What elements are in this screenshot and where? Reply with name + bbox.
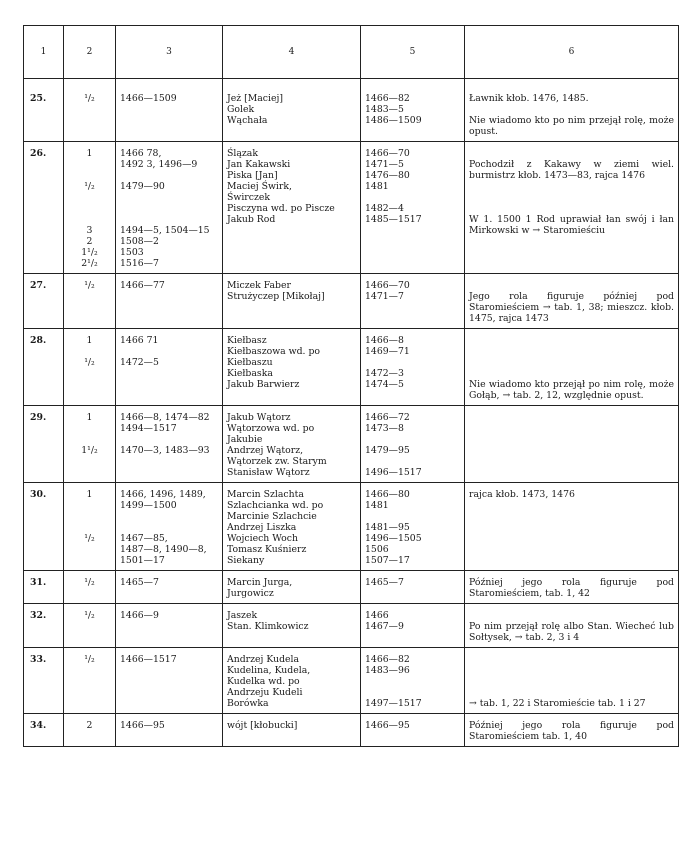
cell-line bbox=[469, 654, 674, 665]
cell-line: rajca kłob. 1473, 1476 bbox=[469, 489, 575, 500]
cell-line: Piska [Jan] bbox=[227, 170, 278, 181]
share-cell bbox=[64, 714, 116, 747]
cell-line: Później jego rola figuruje pod Staromieściem tab. 1, 40 bbox=[469, 720, 674, 742]
holder-cell bbox=[223, 604, 361, 648]
holder-cell bbox=[223, 406, 361, 483]
cell-line: 1507—17 bbox=[365, 555, 410, 566]
cell-line bbox=[365, 434, 460, 445]
share-cell bbox=[64, 648, 116, 714]
cell-line: Wątorzek zw. Starym bbox=[227, 456, 327, 467]
holder-cell bbox=[223, 483, 361, 571]
cell-line: Jurgowicz bbox=[227, 588, 274, 599]
share-cell bbox=[64, 406, 116, 483]
notes-cell bbox=[465, 604, 679, 648]
cell-line bbox=[365, 687, 460, 698]
cell-line: Świrczek bbox=[227, 192, 270, 203]
share-cell bbox=[64, 274, 116, 329]
years-cell bbox=[116, 274, 223, 329]
cell-line: 1466—1517 bbox=[120, 654, 177, 665]
share-cell bbox=[64, 571, 116, 604]
cell-line: 3 bbox=[86, 225, 93, 236]
cell-line: 1494—1517 bbox=[120, 423, 177, 434]
row-number: 29. bbox=[24, 406, 64, 483]
cell-line: Kiełbaszowa wd. po bbox=[227, 346, 321, 357]
cell-line: 1466—9 bbox=[120, 610, 159, 621]
cell-line: 1494—5, 1504—15 bbox=[120, 225, 210, 236]
holder-years-cell bbox=[361, 329, 465, 406]
cell-line bbox=[120, 522, 218, 533]
cell-line: 1476—80 bbox=[365, 170, 410, 181]
cell-line: 1496—1517 bbox=[365, 467, 422, 478]
cell-line bbox=[68, 346, 111, 357]
table-row bbox=[24, 329, 679, 406]
cell-line: 1 bbox=[86, 489, 93, 500]
cell-line: 1472—5 bbox=[120, 357, 159, 368]
table-row bbox=[24, 483, 679, 571]
cell-line: 1482—4 bbox=[365, 203, 404, 214]
row-number: 34. bbox=[24, 714, 64, 747]
cell-line: Borówka bbox=[227, 698, 269, 709]
cell-line: Stanisław Wątorz bbox=[227, 467, 310, 478]
cell-line: 1516—7 bbox=[120, 258, 159, 269]
cell-line: 1467—85, bbox=[120, 533, 168, 544]
notes-cell bbox=[465, 571, 679, 604]
cell-line: Jego rola figuruje później pod Staromieściem → tab. 1, 38; mieszcz. kłob. 1475, rajca 1473 bbox=[469, 291, 674, 324]
cell-line bbox=[365, 357, 460, 368]
notes-cell bbox=[465, 714, 679, 747]
cell-line: 1466 71 bbox=[120, 335, 159, 346]
share-cell bbox=[64, 142, 116, 274]
cell-line: 1¹/₂ bbox=[81, 247, 98, 258]
cell-line bbox=[469, 368, 674, 379]
notes-cell bbox=[465, 329, 679, 406]
share-cell bbox=[64, 79, 116, 142]
cell-line: 1497—1517 bbox=[365, 698, 422, 709]
table-row bbox=[24, 571, 679, 604]
cell-line: Później jego rola figuruje pod Staromieściem, tab. 1, 42 bbox=[469, 577, 674, 599]
header-row bbox=[24, 26, 679, 79]
cell-line: Andrzej Wątorz, bbox=[227, 445, 304, 456]
holder-years-cell bbox=[361, 648, 465, 714]
column-header-2: 2 bbox=[64, 26, 116, 79]
cell-line bbox=[469, 665, 674, 676]
cell-line: ¹/₂ bbox=[84, 533, 95, 544]
cell-line: Kiełbasz bbox=[227, 335, 267, 346]
cell-line bbox=[68, 214, 111, 225]
holder-cell bbox=[223, 79, 361, 142]
notes-cell bbox=[465, 648, 679, 714]
cell-line: ¹/₂ bbox=[84, 654, 95, 665]
cell-line: 1466—70 bbox=[365, 280, 410, 291]
cell-line bbox=[68, 522, 111, 533]
cell-line bbox=[68, 434, 111, 445]
cell-line: 1466 bbox=[365, 610, 389, 621]
holder-cell bbox=[223, 274, 361, 329]
cell-line: wójt [kłobucki] bbox=[227, 720, 298, 731]
holder-cell bbox=[223, 714, 361, 747]
cell-line: 1501—17 bbox=[120, 555, 165, 566]
cell-line: 1466—1509 bbox=[120, 93, 177, 104]
table-row bbox=[24, 79, 679, 142]
holder-cell bbox=[223, 142, 361, 274]
years-cell bbox=[116, 604, 223, 648]
cell-line: 1481 bbox=[365, 500, 389, 511]
cell-line: 1466—95 bbox=[120, 720, 165, 731]
years-cell bbox=[116, 406, 223, 483]
cell-line: 1506 bbox=[365, 544, 389, 555]
cell-line bbox=[68, 511, 111, 522]
years-cell bbox=[116, 483, 223, 571]
row-number: 31. bbox=[24, 571, 64, 604]
cell-line: 1486—1509 bbox=[365, 115, 422, 126]
column-header-3: 3 bbox=[116, 26, 223, 79]
cell-line: Ślązak bbox=[227, 148, 258, 159]
cell-line bbox=[469, 104, 674, 115]
cell-line: 1¹/₂ bbox=[81, 445, 98, 456]
cell-line: Marcinie Szlachcie bbox=[227, 511, 317, 522]
cell-line bbox=[365, 192, 460, 203]
cell-line: 1474—5 bbox=[365, 379, 404, 390]
cell-line bbox=[469, 346, 674, 357]
row-number: 25. bbox=[24, 79, 64, 142]
cell-line: Wojciech Woch bbox=[227, 533, 298, 544]
cell-line: ¹/₂ bbox=[84, 93, 95, 104]
cell-line: Jakub Rod bbox=[227, 214, 276, 225]
cell-line: Kudelina, Kudela, bbox=[227, 665, 311, 676]
cell-line bbox=[68, 159, 111, 170]
share-cell bbox=[64, 604, 116, 648]
cell-line bbox=[469, 610, 674, 621]
register-table bbox=[23, 25, 679, 747]
cell-line: Tomasz Kuśnierz bbox=[227, 544, 307, 555]
holder-years-cell bbox=[361, 142, 465, 274]
cell-line bbox=[68, 170, 111, 181]
cell-line: 1479—95 bbox=[365, 445, 410, 456]
row-number: 30. bbox=[24, 483, 64, 571]
cell-line: 2¹/₂ bbox=[81, 258, 98, 269]
column-header-5: 5 bbox=[361, 26, 465, 79]
years-cell bbox=[116, 571, 223, 604]
cell-line: 1469—71 bbox=[365, 346, 410, 357]
column-header-1: 1 bbox=[24, 26, 64, 79]
cell-line: Nie wiadomo kto po nim przejął rolę, może opust. bbox=[469, 115, 674, 137]
cell-line: Jan Kakawski bbox=[227, 159, 291, 170]
cell-line bbox=[365, 676, 460, 687]
cell-line: 1466—82 bbox=[365, 93, 410, 104]
cell-line: Marcin Szlachta bbox=[227, 489, 304, 500]
notes-cell bbox=[465, 406, 679, 483]
row-number: 32. bbox=[24, 604, 64, 648]
years-cell bbox=[116, 714, 223, 747]
cell-line: 1492 3, 1496—9 bbox=[120, 159, 198, 170]
holder-cell bbox=[223, 571, 361, 604]
table-row bbox=[24, 274, 679, 329]
cell-line: Wąchała bbox=[227, 115, 268, 126]
holder-cell bbox=[223, 329, 361, 406]
cell-line bbox=[120, 170, 218, 181]
holder-years-cell bbox=[361, 571, 465, 604]
cell-line: 1466—82 bbox=[365, 654, 410, 665]
cell-line bbox=[469, 676, 674, 687]
cell-line: 1 bbox=[86, 335, 93, 346]
cell-line bbox=[68, 423, 111, 434]
cell-line: Miczek Faber bbox=[227, 280, 291, 291]
cell-line: Strużyczep [Mikołaj] bbox=[227, 291, 325, 302]
cell-line: Andrzej Liszka bbox=[227, 522, 297, 533]
cell-line: 1465—7 bbox=[365, 577, 404, 588]
cell-line: 1466—70 bbox=[365, 148, 410, 159]
cell-line: 1483—5 bbox=[365, 104, 404, 115]
table-row bbox=[24, 714, 679, 747]
cell-line: 2 bbox=[86, 720, 93, 731]
cell-line: 1508—2 bbox=[120, 236, 159, 247]
cell-line: 1466—95 bbox=[365, 720, 410, 731]
cell-line: 1496—1505 bbox=[365, 533, 422, 544]
cell-line bbox=[68, 192, 111, 203]
cell-line bbox=[120, 203, 218, 214]
cell-line: Golek bbox=[227, 104, 255, 115]
cell-line: W 1. 1500 1 Rod uprawiał łan swój i łan Mirkowski w → Staromieściu bbox=[469, 214, 674, 236]
holder-cell bbox=[223, 648, 361, 714]
years-cell bbox=[116, 142, 223, 274]
cell-line: Nie wiadomo kto przejął po nim rolę, może Gołąb, → tab. 2, 12, względnie opust. bbox=[469, 379, 674, 401]
table-row bbox=[24, 406, 679, 483]
cell-line: Jeż [Maciej] bbox=[227, 93, 283, 104]
cell-line: ¹/₂ bbox=[84, 577, 95, 588]
cell-line: 1472—3 bbox=[365, 368, 404, 379]
cell-line bbox=[469, 280, 674, 291]
table-row bbox=[24, 604, 679, 648]
years-cell bbox=[116, 648, 223, 714]
cell-line: 1465—7 bbox=[120, 577, 159, 588]
cell-line: 1466—8, 1474—82 bbox=[120, 412, 210, 423]
holder-years-cell bbox=[361, 79, 465, 142]
cell-line bbox=[469, 192, 674, 203]
cell-line: 1467—9 bbox=[365, 621, 404, 632]
table-row bbox=[24, 142, 679, 274]
cell-line: 1466, 1496, 1489, bbox=[120, 489, 206, 500]
cell-line: 1503 bbox=[120, 247, 144, 258]
cell-line bbox=[68, 203, 111, 214]
cell-line bbox=[469, 148, 674, 159]
cell-line bbox=[120, 434, 218, 445]
holder-years-cell bbox=[361, 714, 465, 747]
cell-line: 1487—8, 1490—8, bbox=[120, 544, 207, 555]
cell-line bbox=[469, 687, 674, 698]
notes-cell bbox=[465, 483, 679, 571]
holder-years-cell bbox=[361, 604, 465, 648]
cell-line bbox=[120, 511, 218, 522]
cell-line: 1470—3, 1483—93 bbox=[120, 445, 210, 456]
cell-line bbox=[469, 412, 674, 423]
cell-line: 1466—77 bbox=[120, 280, 165, 291]
cell-line: 1499—1500 bbox=[120, 500, 177, 511]
cell-line: 1471—7 bbox=[365, 291, 404, 302]
cell-line: Pisczyna wd. po Piscze bbox=[227, 203, 335, 214]
cell-line: ¹/₂ bbox=[84, 181, 95, 192]
cell-line: Po nim przejął rolę albo Stan. Wiecheć lub Sołtysek, → tab. 2, 3 i 4 bbox=[469, 621, 674, 643]
cell-line: Pochodził z Kakawy w ziemi wiel. burmistrz kłob. 1473—83, rajca 1476 bbox=[469, 159, 674, 181]
cell-line: 1485—1517 bbox=[365, 214, 422, 225]
cell-line: 1466—72 bbox=[365, 412, 410, 423]
cell-line: Andrzeju Kudeli bbox=[227, 687, 303, 698]
row-number: 26. bbox=[24, 142, 64, 274]
column-header-4: 4 bbox=[223, 26, 361, 79]
cell-line: Jakub Wątorz bbox=[227, 412, 291, 423]
cell-line: Maciej Świrk, bbox=[227, 181, 292, 192]
notes-cell bbox=[465, 274, 679, 329]
cell-line: 1481—95 bbox=[365, 522, 410, 533]
cell-line: Kudelka wd. po bbox=[227, 676, 300, 687]
cell-line: 1483—96 bbox=[365, 665, 410, 676]
cell-line: 1466—80 bbox=[365, 489, 410, 500]
column-header-6: 6 bbox=[465, 26, 679, 79]
cell-line: ¹/₂ bbox=[84, 610, 95, 621]
cell-line bbox=[68, 500, 111, 511]
cell-line: Szlachcianka wd. po bbox=[227, 500, 324, 511]
cell-line: 1466—8 bbox=[365, 335, 404, 346]
cell-line: Jakub Barwierz bbox=[227, 379, 300, 390]
notes-cell bbox=[465, 142, 679, 274]
cell-line: Andrzej Kudela bbox=[227, 654, 300, 665]
cell-line bbox=[120, 214, 218, 225]
cell-line bbox=[120, 192, 218, 203]
cell-line bbox=[469, 335, 674, 346]
years-cell bbox=[116, 79, 223, 142]
cell-line bbox=[469, 357, 674, 368]
cell-line bbox=[120, 346, 218, 357]
cell-line: 1473—8 bbox=[365, 423, 404, 434]
cell-line: Jaszek bbox=[227, 610, 258, 621]
cell-line: 1 bbox=[86, 412, 93, 423]
cell-line bbox=[365, 511, 460, 522]
notes-cell bbox=[465, 79, 679, 142]
share-cell bbox=[64, 329, 116, 406]
cell-line: 1 bbox=[86, 148, 93, 159]
share-cell bbox=[64, 483, 116, 571]
cell-line: Kiełbaszu bbox=[227, 357, 273, 368]
holder-years-cell bbox=[361, 406, 465, 483]
cell-line: 1479—90 bbox=[120, 181, 165, 192]
holder-years-cell bbox=[361, 483, 465, 571]
cell-line bbox=[469, 181, 674, 192]
cell-line: ¹/₂ bbox=[84, 357, 95, 368]
cell-line bbox=[469, 203, 674, 214]
cell-line: Marcin Jurga, bbox=[227, 577, 293, 588]
table-row bbox=[24, 648, 679, 714]
row-number: 33. bbox=[24, 648, 64, 714]
row-number: 28. bbox=[24, 329, 64, 406]
holder-years-cell bbox=[361, 274, 465, 329]
cell-line: 1466 78, bbox=[120, 148, 162, 159]
cell-line: 1471—5 bbox=[365, 159, 404, 170]
cell-line: → tab. 1, 22 i Staromieście tab. 1 i 27 bbox=[469, 698, 646, 709]
cell-line: 1481 bbox=[365, 181, 389, 192]
years-cell bbox=[116, 329, 223, 406]
cell-line: Ławnik kłob. 1476, 1485. bbox=[469, 93, 589, 104]
cell-line: Kiełbaska bbox=[227, 368, 273, 379]
cell-line bbox=[365, 456, 460, 467]
cell-line: ¹/₂ bbox=[84, 280, 95, 291]
cell-line: Jakubie bbox=[227, 434, 263, 445]
row-number: 27. bbox=[24, 274, 64, 329]
cell-line: Siekany bbox=[227, 555, 265, 566]
cell-line: Stan. Klimkowicz bbox=[227, 621, 309, 632]
cell-line: Wątorzowa wd. po bbox=[227, 423, 315, 434]
cell-line: 2 bbox=[86, 236, 93, 247]
